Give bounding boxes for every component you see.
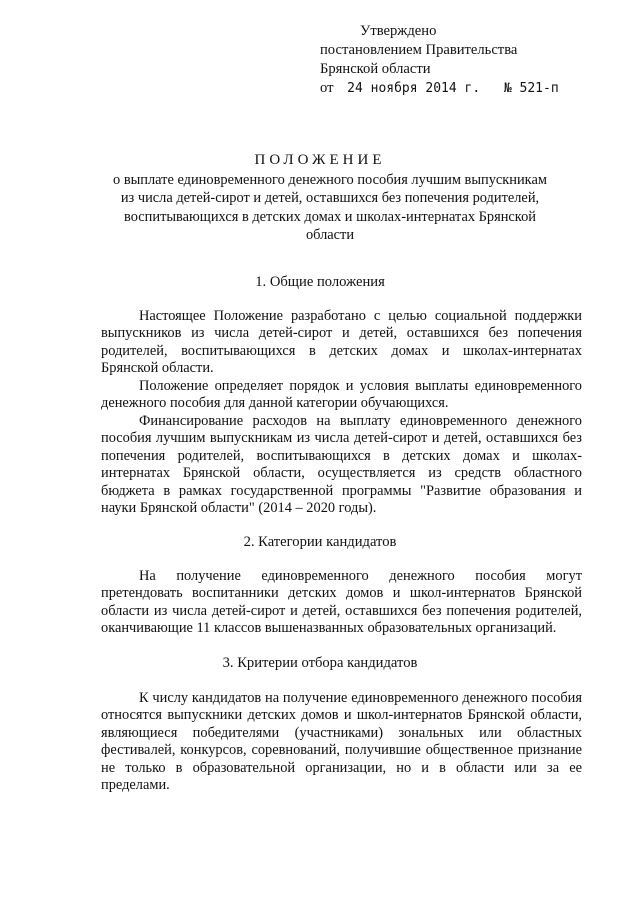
approval-line-date-number [320, 79, 559, 98]
approval-line-region: Брянской области [320, 61, 431, 77]
document-subtitle: о выплате единовременного денежного пособия лучшим выпускникам из числа детей-сирот и детей, оставшихся без попечения родителей, воспитывающихся в детских домах и школах-интернатах Брянской области [113, 172, 547, 244]
section-heading-criteria: 3. Критерии отбора кандидатов [222, 655, 418, 671]
approval-date: 24 ноября 2014 г. [347, 81, 481, 96]
paragraph-financing: Финансирование расходов на выплату единовременного денежного пособия лучшим выпускникам из числа детей-сирот и детей, оставшихся без попечения родителей, воспитывающихся в детских домах и школах-интернатах Брянской области, осуществляется из средств областного бюджета в рамках государственной программы "Развитие образования и науки Брянской области" (2014 – 2020 годы). [101, 413, 582, 517]
paragraph-categories: На получение единовременного денежного пособия могут претендовать воспитанники детских домов и школ-интернатов Брянской области из числа детей-сирот и детей, оставшихся без попечения родителей, оканчивающие 11 классов вышеназванных образовательных организаций. [101, 568, 582, 637]
approval-stamp [320, 22, 559, 98]
section-heading-categories: 2. Категории кандидатов [243, 534, 397, 550]
section-heading-general: 1. Общие положения [255, 274, 385, 290]
approval-number: № 521-п [503, 81, 559, 96]
paragraph-criteria: К числу кандидатов на получение единовременного денежного пособия относятся выпускники детских домов и школ-интернатов Брянской области, являющиеся победителями (участниками) зональных или областных фестивалей, конкурсов, соревнований, получившие общественное признание не только в образовательной организации, но и в области или за ее пределами. [101, 690, 582, 794]
approval-line-resolution: постановлением Правительства [320, 42, 518, 58]
paragraph-purpose: Настоящее Положение разработано с целью социальной поддержки выпускников из числа детей-сирот и детей, оставшихся без попечения родителей, воспитывающихся в детских домах и школах-интернатах Брянской области. [101, 308, 582, 377]
approval-line-approved: Утверждено [360, 23, 437, 39]
document-title: ПОЛОЖЕНИЕ [254, 152, 386, 168]
paragraph-procedure: Положение определяет порядок и условия выплаты единовременного денежного пособия для данной категории обучающихся. [101, 378, 582, 412]
approval-from-label: от [320, 80, 334, 96]
